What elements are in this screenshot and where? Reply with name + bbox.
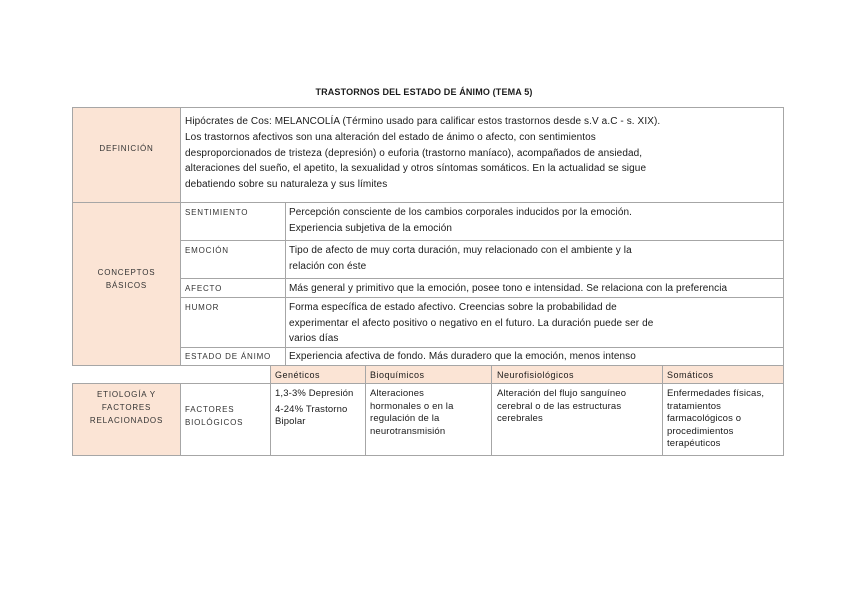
definition-line: Hipócrates de Cos: MELANCOLÍA (Término usado para calificar estos trastornos desde s.V a.C - s. XIX). <box>185 116 661 127</box>
neurophysiological-factors-line: cerebral o de las estructuras <box>497 400 622 412</box>
concept-description-cell <box>285 297 784 348</box>
neurophysiological-factors-line: cerebrales <box>497 413 543 424</box>
document-title: TRASTORNOS DEL ESTADO DE ÁNIMO (TEMA 5) <box>315 87 533 97</box>
somatic-factors-line: terapéuticos <box>667 438 721 449</box>
concept-description-line: Percepción consciente de los cambios corporales inducidos por la emoción. <box>289 207 633 218</box>
genetic-factors-line: Bipolar <box>275 416 306 427</box>
concept-description-line: Forma específica de estado afectivo. Creencias sobre la probabilidad de <box>289 302 617 313</box>
concept-term-cell <box>180 347 286 366</box>
etiology-column-header <box>491 365 663 384</box>
concept-term-cell <box>180 297 286 348</box>
biological-factors-cell <box>180 383 271 456</box>
definition-line: debatiendo sobre su naturaleza y sus límites <box>185 179 388 191</box>
biological-factors-line: FACTORES <box>185 405 235 414</box>
concept-description-cell <box>285 240 784 279</box>
definition-line: alteraciones del sueño, el apetito, la sexualidad y otros síntomas somáticos. En la actualidad se sigue <box>185 163 647 175</box>
concept-description-line: Experiencia subjetiva de la emoción <box>289 222 453 234</box>
concept-term-cell <box>180 278 286 298</box>
concepts-label-line: CONCEPTOS <box>97 268 156 277</box>
concepts-label-cell <box>72 202 181 366</box>
etiology-label-cell <box>72 383 181 456</box>
definition-label-cell <box>72 107 181 203</box>
column-header-label: Genéticos <box>275 369 321 380</box>
somatic-factors-line: farmacológicos o <box>667 413 742 424</box>
biochemical-factors-cell <box>365 383 492 456</box>
neurophysiological-factors-line: Alteración del flujo sanguíneo <box>497 388 627 399</box>
etiology-label-line: FACTORES <box>101 403 152 412</box>
biochemical-factors-line: hormonales o en la <box>370 400 454 412</box>
biochemical-factors-line: regulación de la <box>370 413 440 424</box>
definition-line: desproporcionados de tristeza (depresión) o euforia (trastorno maníaco), acompañados de ansiedad, <box>185 147 643 159</box>
genetic-factors-cell <box>270 383 366 456</box>
concept-term-cell <box>180 202 286 241</box>
concept-description-line: Tipo de afecto de muy corta duración, muy relacionado con el ambiente y la <box>289 245 632 256</box>
concept-description-cell <box>285 202 784 241</box>
neurophysiological-factors-cell <box>491 383 663 456</box>
concepts-label-line: BÁSICOS <box>105 281 148 290</box>
biochemical-factors-line: neurotransmisión <box>370 425 446 437</box>
concept-description-line: experimentar el afecto positivo o negativo en el futuro. La duración puede ser de <box>289 317 654 329</box>
concept-term: HUMOR <box>185 303 220 312</box>
column-header-label: Bioquímicos <box>370 369 425 380</box>
somatic-factors-line: procedimientos <box>667 425 734 437</box>
concept-description-cell <box>285 347 784 366</box>
biochemical-factors-line: Alteraciones <box>370 388 425 399</box>
concept-term: SENTIMIENTO <box>185 208 249 217</box>
somatic-factors-line: tratamientos <box>667 400 722 412</box>
etiology-label-line: ETIOLOGÍA Y <box>97 390 156 399</box>
definition-text-cell <box>180 107 784 203</box>
concept-term: ESTADO DE ÁNIMO <box>185 352 272 361</box>
biological-factors-line: BIOLÓGICOS <box>185 417 244 427</box>
concept-description-line: Más general y primitivo que la emoción, posee tono e intensidad. Se relaciona con la preferencia <box>289 283 728 294</box>
genetic-factors-line: 1,3-3% Depresión <box>275 388 354 399</box>
somatic-factors-line: Enfermedades físicas, <box>667 388 765 399</box>
definition-label: DEFINICIÓN <box>99 144 154 153</box>
etiology-column-header <box>365 365 492 384</box>
concept-term: EMOCIÓN <box>185 246 229 255</box>
concept-term: AFECTO <box>185 284 223 293</box>
concept-description-cell <box>285 278 784 298</box>
concept-description-line: Experiencia afectiva de fondo. Más duradero que la emoción, menos intenso <box>289 351 636 362</box>
genetic-factors-line: 4-24% Trastorno <box>275 403 348 415</box>
etiology-column-header <box>270 365 366 384</box>
etiology-column-header <box>662 365 784 384</box>
etiology-label-line: RELACIONADOS <box>89 416 164 425</box>
concept-term-cell <box>180 240 286 279</box>
somatic-factors-cell <box>662 383 784 456</box>
column-header-label: Somáticos <box>667 369 714 380</box>
concept-description-line: varios días <box>289 333 339 344</box>
concept-description-line: relación con éste <box>289 260 367 272</box>
definition-line: Los trastornos afectivos son una alteración del estado de ánimo o afecto, con sentimientos <box>185 131 596 143</box>
column-header-label: Neurofisiológicos <box>497 369 575 380</box>
